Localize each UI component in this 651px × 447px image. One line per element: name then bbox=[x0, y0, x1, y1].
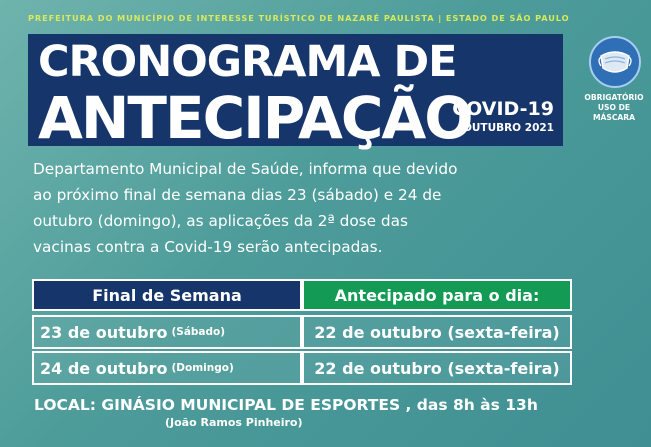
column-header-weekend: Final de Semana bbox=[32, 279, 302, 311]
table-header-row bbox=[32, 279, 572, 313]
mask-notice-line-3: MÁSCARA bbox=[592, 113, 636, 122]
mask-required-notice bbox=[575, 93, 651, 123]
announcement-line-2: ao próximo final de semana dias 23 (sábado) e 24 de bbox=[33, 186, 442, 204]
schedule-table bbox=[32, 279, 572, 387]
announcement-line-4: vacinas contra a Covid-19 serão antecipadas. bbox=[33, 238, 383, 256]
weekend-date-cell bbox=[32, 315, 302, 349]
weekend-date: 24 de outubro bbox=[40, 358, 168, 378]
mask-notice-line-2: USO DE bbox=[597, 103, 631, 112]
title-banner bbox=[28, 34, 563, 152]
face-mask-icon bbox=[589, 36, 641, 88]
table-row bbox=[32, 315, 572, 349]
weekend-date: 23 de outubro bbox=[40, 322, 168, 342]
covid-label: COVID-19 bbox=[452, 98, 554, 120]
weekend-date-cell bbox=[32, 351, 302, 385]
table-row bbox=[32, 351, 572, 385]
location-text: LOCAL: GINÁSIO MUNICIPAL DE ESPORTES , das 8h às 13h bbox=[34, 396, 538, 414]
announcement-line-3: outubro (domingo), as aplicações da 2ª dose das bbox=[33, 212, 408, 230]
anticipated-date-cell: 22 de outubro (sexta-feira) bbox=[302, 351, 572, 385]
weekday-label: (Domingo) bbox=[171, 362, 234, 374]
month-year-label: OUTUBRO 2021 bbox=[462, 122, 554, 134]
announcement-text bbox=[33, 156, 593, 260]
municipality-header: PREFEITURA DO MUNICÍPIO DE INTERESSE TURÍSTICO DE NAZARÉ PAULISTA | ESTADO DE SÃO PAULO bbox=[28, 13, 570, 23]
title-line-2: ANTECIPAÇÃO bbox=[38, 84, 472, 152]
anticipated-date-cell: 22 de outubro (sexta-feira) bbox=[302, 315, 572, 349]
weekday-label: (Sábado) bbox=[171, 326, 226, 338]
mask-notice-line-1: OBRIGATÓRIO bbox=[584, 93, 644, 102]
location-subtitle: (João Ramos Pinheiro) bbox=[165, 416, 303, 429]
column-header-anticipated: Antecipado para o dia: bbox=[302, 279, 572, 311]
announcement-line-1: Departamento Municipal de Saúde, informa que devido bbox=[33, 160, 458, 178]
cropped-text-fragment bbox=[110, 438, 530, 447]
title-line-1: CRONOGRAMA DE bbox=[38, 37, 457, 87]
